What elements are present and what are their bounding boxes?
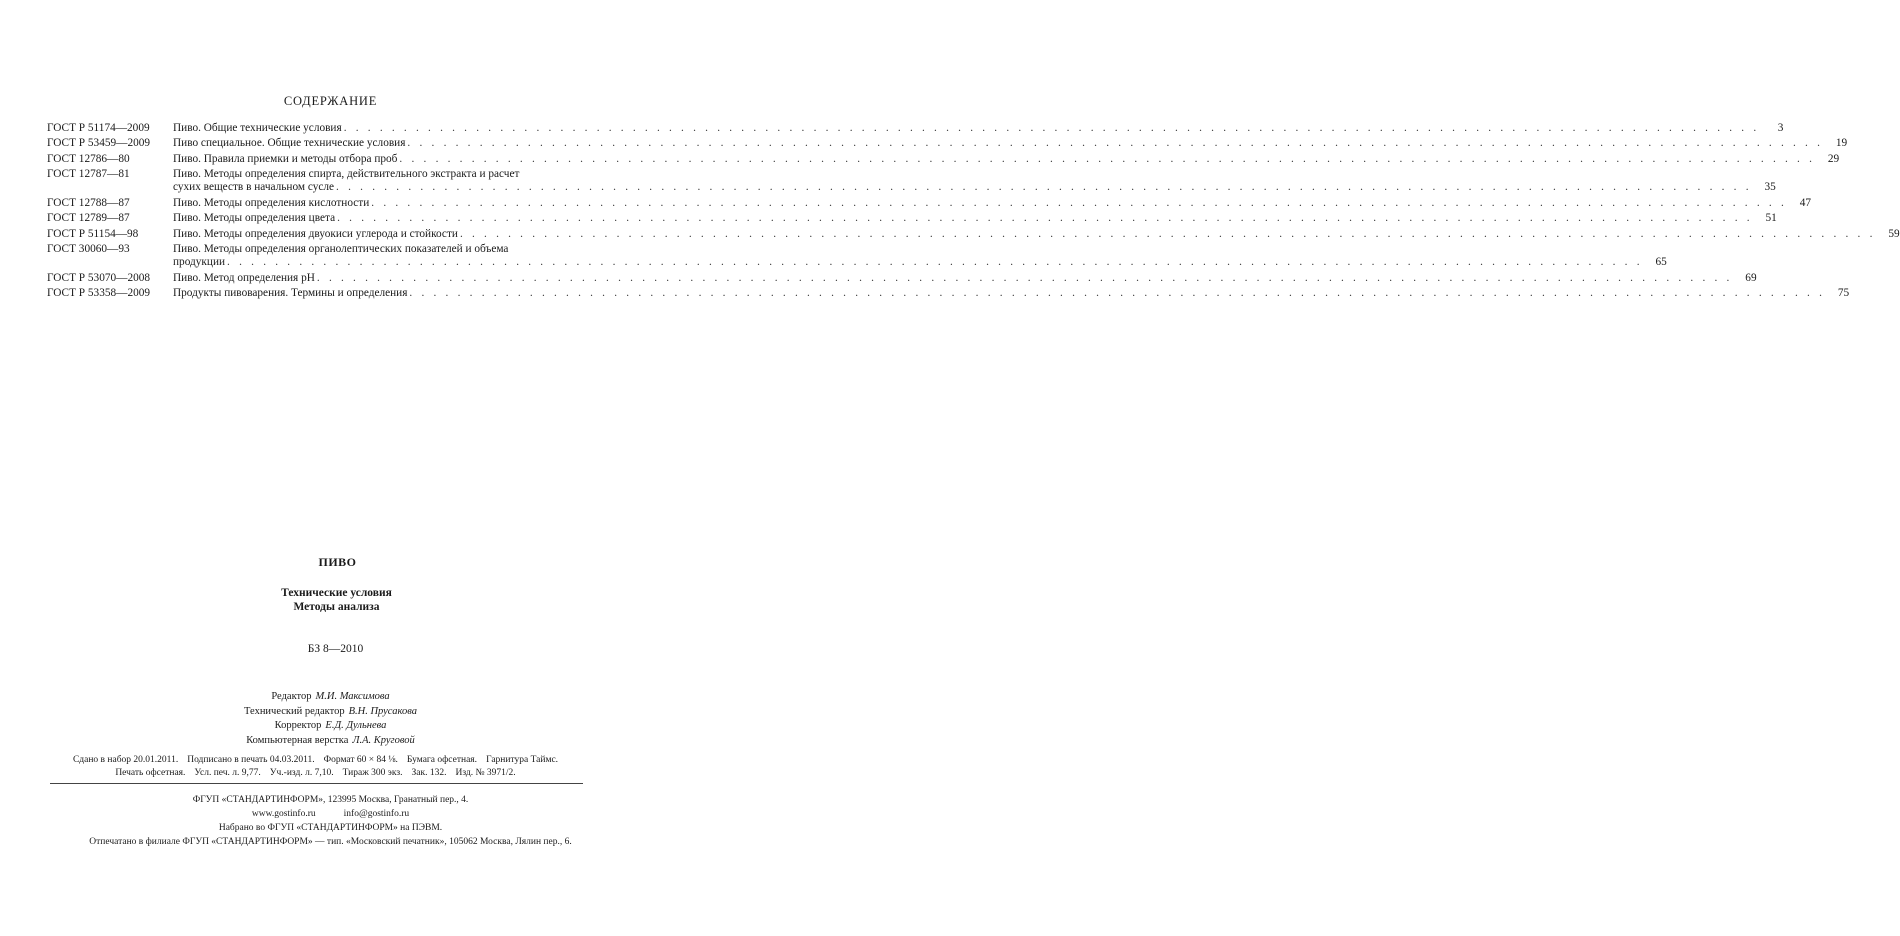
toc-leader-dots	[460, 228, 1876, 241]
toc-leader-dots	[371, 197, 1787, 210]
toc-page-number: 19	[1835, 137, 1848, 150]
toc-entry[interactable]	[47, 242, 1667, 269]
imprint-typeset: Набрано во ФГУП «СТАНДАРТИНФОРМ» на ПЭВМ.	[218, 823, 443, 833]
toc-leader-dots	[227, 256, 1643, 269]
publication-detail: Уч.-изд. л. 7,10.	[269, 768, 334, 778]
staff-credit	[0, 734, 661, 749]
publication-row	[47, 767, 584, 780]
subtitle-line: Методы анализа	[293, 601, 380, 613]
toc-standard-code: ГОСТ Р 53459—2009	[47, 137, 151, 150]
email-link[interactable]: info@gostinfo.ru	[343, 809, 410, 819]
staff-person: В.Н. Прусакова	[348, 705, 417, 717]
toc-standard-code: ГОСТ Р 53358—2009	[47, 286, 151, 299]
toc-standard-code: ГОСТ Р 53070—2008	[47, 271, 151, 284]
staff-role: Корректор	[274, 720, 322, 731]
toc-page-number: 35	[1764, 181, 1776, 194]
toc-leader-dots	[344, 122, 1760, 135]
toc-entry-title: Пиво специальное. Общие технические условия	[173, 137, 406, 150]
toc-entry-title: Пиво. Правила приемки и методы отбора проб	[173, 152, 398, 165]
toc-entry[interactable]	[47, 122, 1784, 135]
staff-role: Компьютерная верстка	[246, 734, 349, 746]
staff-credit	[0, 690, 661, 705]
toc-page-number: 75	[1837, 286, 1850, 299]
toc-standard-code: ГОСТ 30060—93	[47, 242, 130, 255]
publication-details	[47, 754, 584, 780]
toc-standard-code: ГОСТ 12787—81	[47, 168, 130, 181]
imprint-publisher: ФГУП «СТАНДАРТИНФОРМ», 123995 Москва, Гранатный пер., 4.	[192, 795, 469, 805]
toc-entry-title: продукции	[173, 256, 226, 269]
publication-detail: Бумага офсетная.	[406, 755, 478, 765]
toc-standard-code: ГОСТ 12788—87	[47, 196, 130, 209]
toc-leader-dots	[336, 181, 1752, 194]
toc-entry-title: Пиво. Методы определения кислотности	[173, 196, 370, 209]
publication-detail: Усл. печ. л. 9,77.	[194, 768, 261, 778]
toc-page-number: 59	[1888, 227, 1900, 240]
publication-detail: Гарнитура Таймс.	[486, 755, 559, 765]
staff-credit	[0, 719, 661, 734]
toc-entry[interactable]	[47, 168, 1776, 194]
bz-number: БЗ 8—2010	[307, 643, 364, 655]
document-title: ПИВО	[318, 555, 357, 569]
toc-standard-code: ГОСТ Р 51174—2009	[47, 122, 150, 134]
publication-detail: Изд. № 3971/2.	[455, 768, 516, 778]
toc-page-number: 51	[1765, 212, 1777, 225]
toc-entry-title: Продукты пивоварения. Термины и определения	[173, 286, 408, 299]
toc-entry-title: Пиво. Методы определения органолептических показателей и объема	[173, 242, 509, 255]
staff-role: Технический редактор	[244, 705, 345, 717]
subtitle-line: Технические условия	[281, 587, 392, 599]
toc-leader-dots	[407, 137, 1823, 150]
toc-entry-title: Пиво. Методы определения двуокиси углерода и стойкости	[173, 227, 458, 240]
toc-leader-dots	[317, 272, 1733, 285]
table-of-contents	[47, 122, 1900, 302]
toc-heading: СОДЕРЖАНИЕ	[283, 94, 378, 108]
staff-person: Л.А. Круговой	[352, 734, 415, 746]
publication-detail: Тираж 300 экз.	[342, 768, 403, 778]
toc-standard-code: ГОСТ 12789—87	[47, 212, 130, 225]
publication-detail: Подписано в печать 04.03.2011.	[187, 755, 315, 765]
staff-person: Е.Д. Дульнева	[325, 720, 387, 731]
toc-entry[interactable]	[47, 152, 1840, 166]
toc-entry[interactable]	[47, 286, 1850, 300]
publication-detail: Зак. 132.	[411, 768, 447, 778]
toc-entry-title: Пиво. Методы определения спирта, действительного экстракта и расчет	[173, 168, 520, 181]
toc-standard-code: ГОСТ Р 51154—98	[47, 227, 139, 240]
toc-entry[interactable]	[47, 212, 1777, 225]
staff-person: М.И. Максимова	[315, 691, 390, 702]
toc-entry-title: Пиво. Общие технические условия	[173, 122, 342, 134]
toc-entry[interactable]	[47, 196, 1811, 210]
imprint-contacts	[0, 807, 661, 821]
publication-detail: Формат 60 × 84 ⅛.	[323, 755, 398, 765]
staff-credits	[0, 690, 661, 748]
document-subtitle	[0, 586, 661, 614]
publication-detail: Печать офсетная.	[115, 768, 186, 778]
toc-entry-title: сухих веществ в начальном сусле	[173, 181, 335, 194]
toc-entry[interactable]	[47, 137, 1848, 150]
toc-page-number: 65	[1655, 256, 1667, 269]
toc-entry-title: Пиво. Методы определения цвета	[173, 212, 336, 225]
toc-page-number: 3	[1777, 122, 1784, 134]
toc-page-number: 29	[1827, 152, 1840, 165]
publication-detail: Сдано в набор 20.01.2011.	[72, 755, 179, 765]
toc-leader-dots	[399, 153, 1815, 166]
publication-row	[47, 754, 584, 767]
toc-page-number: 69	[1745, 271, 1757, 284]
toc-entry-title: Пиво. Метод определения pH	[173, 271, 315, 284]
website-link[interactable]: www.gostinfo.ru	[251, 809, 316, 819]
toc-entry[interactable]	[47, 271, 1757, 285]
toc-page-number: 47	[1799, 196, 1811, 209]
toc-leader-dots	[337, 212, 1753, 225]
staff-credit	[0, 705, 661, 720]
imprint-printer: Отпечатано в филиале ФГУП «СТАНДАРТИНФОРМ» — тип. «Московский печатник», 105062 Москва, Лялин пер., 6.	[89, 837, 572, 847]
staff-role: Редактор	[271, 691, 312, 702]
toc-entry[interactable]	[47, 227, 1900, 241]
toc-leader-dots	[409, 287, 1825, 300]
divider	[50, 783, 583, 784]
imprint	[0, 793, 661, 849]
toc-standard-code: ГОСТ 12786—80	[47, 152, 130, 165]
